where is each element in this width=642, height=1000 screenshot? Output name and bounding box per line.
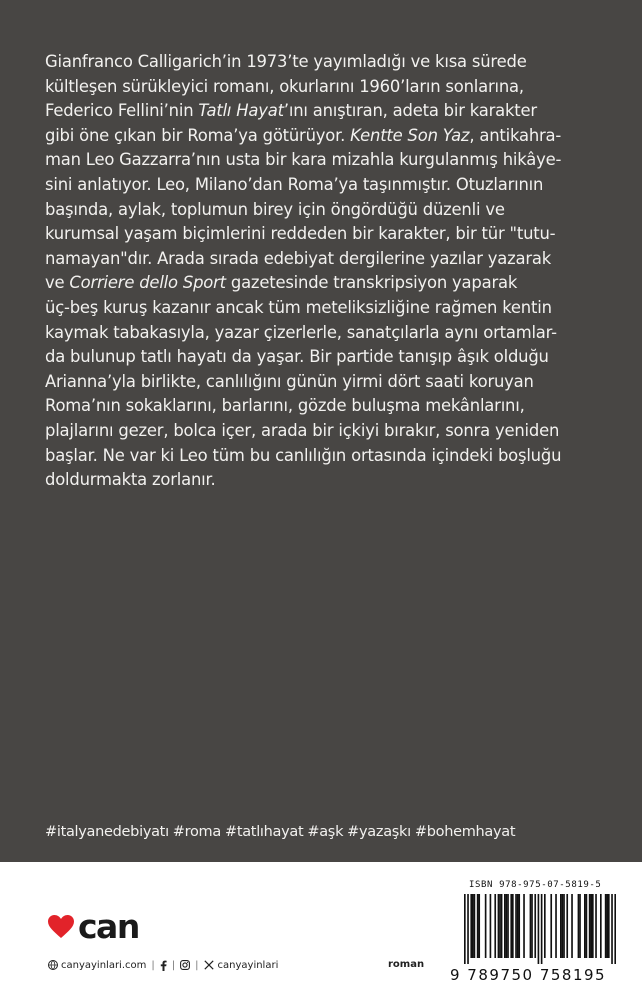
- blurb-text-run: ve: [45, 273, 70, 293]
- blurb-line: [45, 321, 605, 346]
- blurb-text-run: Arianna’yla birlikte, canlılığını günün yirmi dört saati koruyan: [45, 371, 534, 391]
- barcode-bar: [608, 894, 610, 958]
- blurb-text-run: ’ını anıştıran, adeta bir karakter: [283, 101, 537, 121]
- blurb-line: [45, 394, 605, 419]
- blurb-text-run: Roma’nın sokaklarını, barlarını, gözde buluşma mekânlarını,: [45, 396, 525, 416]
- barcode-bar: [560, 894, 562, 958]
- logo-text: can: [78, 907, 139, 946]
- separator: |: [171, 959, 176, 971]
- blurb-text-run: başlar. Ne var ki Leo tüm bu canlılığın ortasında içindeki boşluğu: [45, 445, 562, 465]
- barcode-bar: [512, 894, 514, 958]
- barcode-bar: [530, 894, 532, 958]
- barcode-bar: [592, 894, 594, 958]
- barcode-panel: [424, 872, 622, 992]
- barcode-bar: [595, 894, 597, 958]
- barcode-bar: [474, 894, 476, 958]
- barcode-bar: [586, 894, 588, 958]
- blurb-text-run: başında, aylak, toplumun birey için öngördüğü düzenli ve: [45, 199, 505, 219]
- heart-shape: [48, 915, 74, 938]
- barcode-bar: [523, 894, 525, 958]
- blurb-text-run: sini anlatıyor. Leo, Milano’dan Roma’ya taşınmıştır. Otuzlarının: [45, 174, 544, 194]
- blurb-line: [45, 124, 605, 149]
- blurb-line: [45, 50, 605, 75]
- barcode-bar: [494, 894, 496, 958]
- blurb-text-run: kültleşen sürükleyici romanı, okurlarını 1960’ların sonlarına,: [45, 76, 524, 96]
- barcode-bar: [490, 894, 492, 958]
- heart-icon: [48, 915, 74, 939]
- blurb-line: [45, 148, 605, 173]
- barcode-digits: 9 789750 758195: [450, 966, 607, 984]
- facebook-icon[interactable]: [160, 960, 167, 971]
- barcode-bar: [571, 894, 573, 958]
- blurb-line: [45, 345, 605, 370]
- hashtag: #bohemhayat: [414, 824, 516, 840]
- blurb-text: [45, 50, 605, 493]
- italic-title: Kentte Son Yaz: [350, 125, 470, 145]
- barcode-bar: [478, 894, 480, 958]
- barcode-bar: [590, 894, 592, 958]
- blurb-text-run: gibi öne çıkan bir Roma’ya götürüyor.: [45, 125, 351, 145]
- blurb-text-run: gazetesinde transkripsiyon yaparak: [225, 273, 518, 293]
- barcode-bar: [550, 894, 552, 958]
- barcode-bar: [555, 894, 557, 958]
- barcode-bar: [510, 894, 512, 958]
- publisher-logo: [48, 907, 139, 946]
- barcode-bar: [499, 894, 501, 958]
- blurb-text-run: kurumsal yaşam biçimlerini reddeden bir karakter, bir tür "tutu-: [45, 224, 556, 244]
- barcode-bar: [517, 894, 519, 958]
- barcode: [464, 894, 616, 964]
- barcode-bar: [477, 894, 479, 958]
- barcode-bar: [614, 894, 616, 964]
- hashtag: #italyanedebiyatı: [45, 824, 169, 840]
- barcode-bar: [538, 894, 540, 964]
- hashtag-list: [45, 824, 515, 840]
- isbn-label: ISBN 978-975-07-5819-5: [469, 880, 602, 890]
- barcode-bar: [589, 894, 591, 958]
- barcode-bar: [506, 894, 508, 958]
- barcode-bar: [578, 894, 580, 958]
- barcode-bar: [531, 894, 533, 958]
- barcode-bar: [464, 894, 466, 964]
- globe-icon: [48, 960, 58, 970]
- hashtag: #yazaşkı: [347, 824, 411, 840]
- barcode-bar: [515, 894, 517, 958]
- italic-title: Tatlı Hayat: [198, 101, 284, 121]
- instagram-icon[interactable]: [180, 960, 190, 970]
- blurb-text-run: kaymak tabakasıyla, yazar çizerlerle, sanatçılarla aynı ortamlar-: [45, 322, 557, 342]
- blurb-line: [45, 247, 605, 272]
- blurb-text-run: namayan"dır. Arada sırada edebiyat dergilerine yazılar yazarak: [45, 248, 552, 268]
- hashtag: #tatlıhayat: [224, 824, 304, 840]
- blurb-line: [45, 419, 605, 444]
- barcode-bar: [579, 894, 581, 958]
- blurb-line: [45, 99, 605, 124]
- blurb-text-run: plajlarını gezer, bolca içer, arada bir içkiyi bırakır, sonra yeniden: [45, 420, 560, 440]
- italic-title: Corriere dello Sport: [69, 273, 226, 293]
- barcode-bar: [485, 894, 487, 958]
- blurb-line: [45, 370, 605, 395]
- barcode-bar: [518, 894, 520, 958]
- barcode-bar: [534, 894, 536, 958]
- barcode-bar: [501, 894, 503, 958]
- blurb-text-run: man Leo Gazzarra’nın usta bir kara mizahla kurgulanmış hikâye-: [45, 150, 562, 170]
- barcode-bar: [605, 894, 607, 958]
- blurb-text-run: , antikahra-: [469, 125, 562, 145]
- category-label: roman: [388, 959, 425, 970]
- social-links: [48, 958, 278, 972]
- separator: |: [151, 959, 155, 971]
- barcode-bar: [544, 894, 546, 958]
- barcode-bar: [566, 894, 568, 958]
- separator: |: [195, 959, 199, 971]
- blurb-line: [45, 222, 605, 247]
- blurb-line: [45, 444, 605, 469]
- barcode-bar: [611, 894, 613, 964]
- website-link[interactable]: canyayinlari.com: [61, 959, 147, 971]
- blurb-text-run: doldurmakta zorlanır.: [45, 470, 216, 490]
- barcode-bar: [498, 894, 500, 958]
- barcode-bar: [584, 894, 586, 958]
- blurb-line: [45, 468, 605, 493]
- barcode-bar: [472, 894, 474, 958]
- barcode-bar: [562, 894, 564, 958]
- barcode-bar: [606, 894, 608, 958]
- blurb-line: [45, 173, 605, 198]
- blurb-text-run: üç-beş kuruş kazanır ancak tüm meteliksizliğine rağmen kentin: [45, 297, 552, 317]
- blurb-line: [45, 198, 605, 223]
- blurb-text-run: Federico Fellini’nin: [45, 101, 199, 121]
- social-handle[interactable]: canyayinlari: [217, 959, 279, 971]
- barcode-bar: [541, 894, 543, 964]
- hashtag: #roma: [172, 824, 221, 840]
- barcode-bar: [563, 894, 565, 958]
- blurb-text-run: da bulunup tatlı hayatı da yaşar. Bir partide tanışıp âşık olduğu: [45, 347, 549, 367]
- blurb-text-run: Gianfranco Calligarich’in 1973’te yayımladığı ve kısa sürede: [45, 52, 527, 71]
- x-icon[interactable]: [204, 960, 214, 970]
- blurb-line: [45, 296, 605, 321]
- barcode-bar: [507, 894, 509, 958]
- blurb-line: [45, 75, 605, 100]
- barcode-bar: [467, 894, 469, 964]
- hashtag: #aşk: [307, 824, 344, 840]
- barcode-bar: [470, 894, 472, 958]
- blurb-line: [45, 271, 605, 296]
- barcode-bar: [600, 894, 602, 958]
- barcode-bar: [504, 894, 506, 958]
